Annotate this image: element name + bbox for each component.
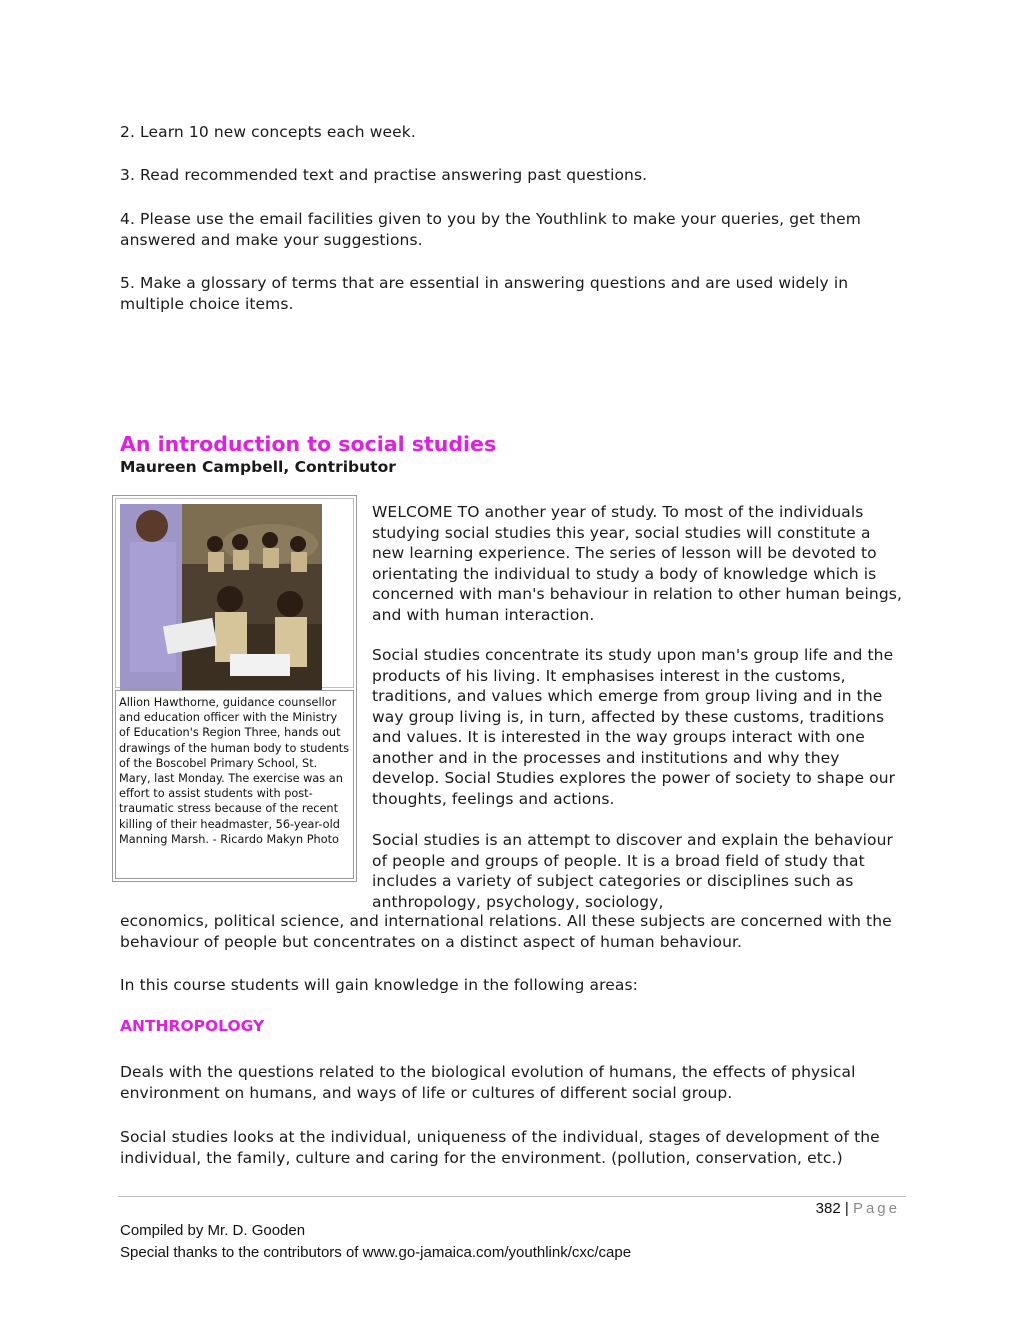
- photo-figure: [112, 495, 357, 882]
- page-number-value: 382: [815, 1200, 841, 1217]
- page-number-separator: |: [844, 1200, 849, 1217]
- page-number: [816, 1200, 900, 1217]
- footer-divider: [118, 1196, 906, 1197]
- anthropology-paragraph: Deals with the questions related to the biological evolution of humans, the effects of physical environment on humans, and ways of life or cultures of different social group.: [120, 1063, 856, 1102]
- definition-paragraph-continued: economics, political science, and international relations. All these subjects are concerned with the behaviour of people but concentrates on a distinct aspect of human behaviour.: [120, 912, 892, 951]
- compiled-by: Compiled by Mr. D. Gooden: [120, 1222, 306, 1239]
- photo-frame: [115, 498, 354, 688]
- group-life-paragraph: Social studies concentrate its study upon man's group life and the products of his living. It emphasises interest in the customs, traditions, and values which emerge from group living and in the way group living is, in turn, affected by these customs, traditions and values. It is interested in the way groups interact with one another and in the processes and institutions and why they develop. Social Studies explores the power of society to shape our thoughts, feelings and actions.: [372, 646, 896, 808]
- article-author: Maureen Campbell, Contributor: [120, 458, 396, 476]
- definition-paragraph: Social studies is an attempt to discover and explain the behaviour of people and groups of people. It is a broad field of study that includes a variety of subject categories or disciplines such as anthropology, psychology, sociology,: [372, 831, 893, 911]
- anthropology-heading: ANTHROPOLOGY: [120, 1017, 265, 1035]
- classroom-photo-illustration: [120, 504, 322, 690]
- classroom-photo: [120, 504, 322, 690]
- page-label: Page: [852, 1200, 900, 1217]
- list-item: 2. Learn 10 new concepts each week.: [120, 123, 416, 141]
- thanks-line: Special thanks to the contributors of www.go-jamaica.com/youthlink/cxc/cape: [120, 1244, 632, 1261]
- photo-caption: Allion Hawthorne, guidance counsellor and education officer with the Ministry of Education's Region Three, hands out drawings of the human body to students of the Boscobel Primary School, St. Mary, last Monday. The exercise was an effort to assist students with post-traumatic stress because of the recent killing of their headmaster, 56-year-old Manning Marsh. - Ricardo Makyn Photo: [119, 696, 350, 846]
- list-item: 4. Please use the email facilities given to you by the Youthlink to make your queries, get them answered and make your suggestions.: [120, 210, 861, 249]
- list-item: 5. Make a glossary of terms that are essential in answering questions and are used widely in multiple choice items.: [120, 274, 849, 313]
- areas-intro: In this course students will gain knowledge in the following areas:: [120, 976, 638, 994]
- individual-paragraph: Social studies looks at the individual, uniqueness of the individual, stages of development of the individual, the family, culture and caring for the environment. (pollution, conservation, etc.): [120, 1128, 880, 1167]
- intro-paragraph: WELCOME TO another year of study. To most of the individuals studying social studies this year, social studies will constitute a new learning experience. The series of lesson will be devoted to orientating the individual to study a body of knowledge which is concerned with man's behaviour in relation to other human beings, and with human interaction.: [372, 503, 902, 624]
- list-item: 3. Read recommended text and practise answering past questions.: [120, 166, 648, 184]
- photo-caption-box: [115, 690, 354, 879]
- article-title: An introduction to social studies: [120, 432, 497, 456]
